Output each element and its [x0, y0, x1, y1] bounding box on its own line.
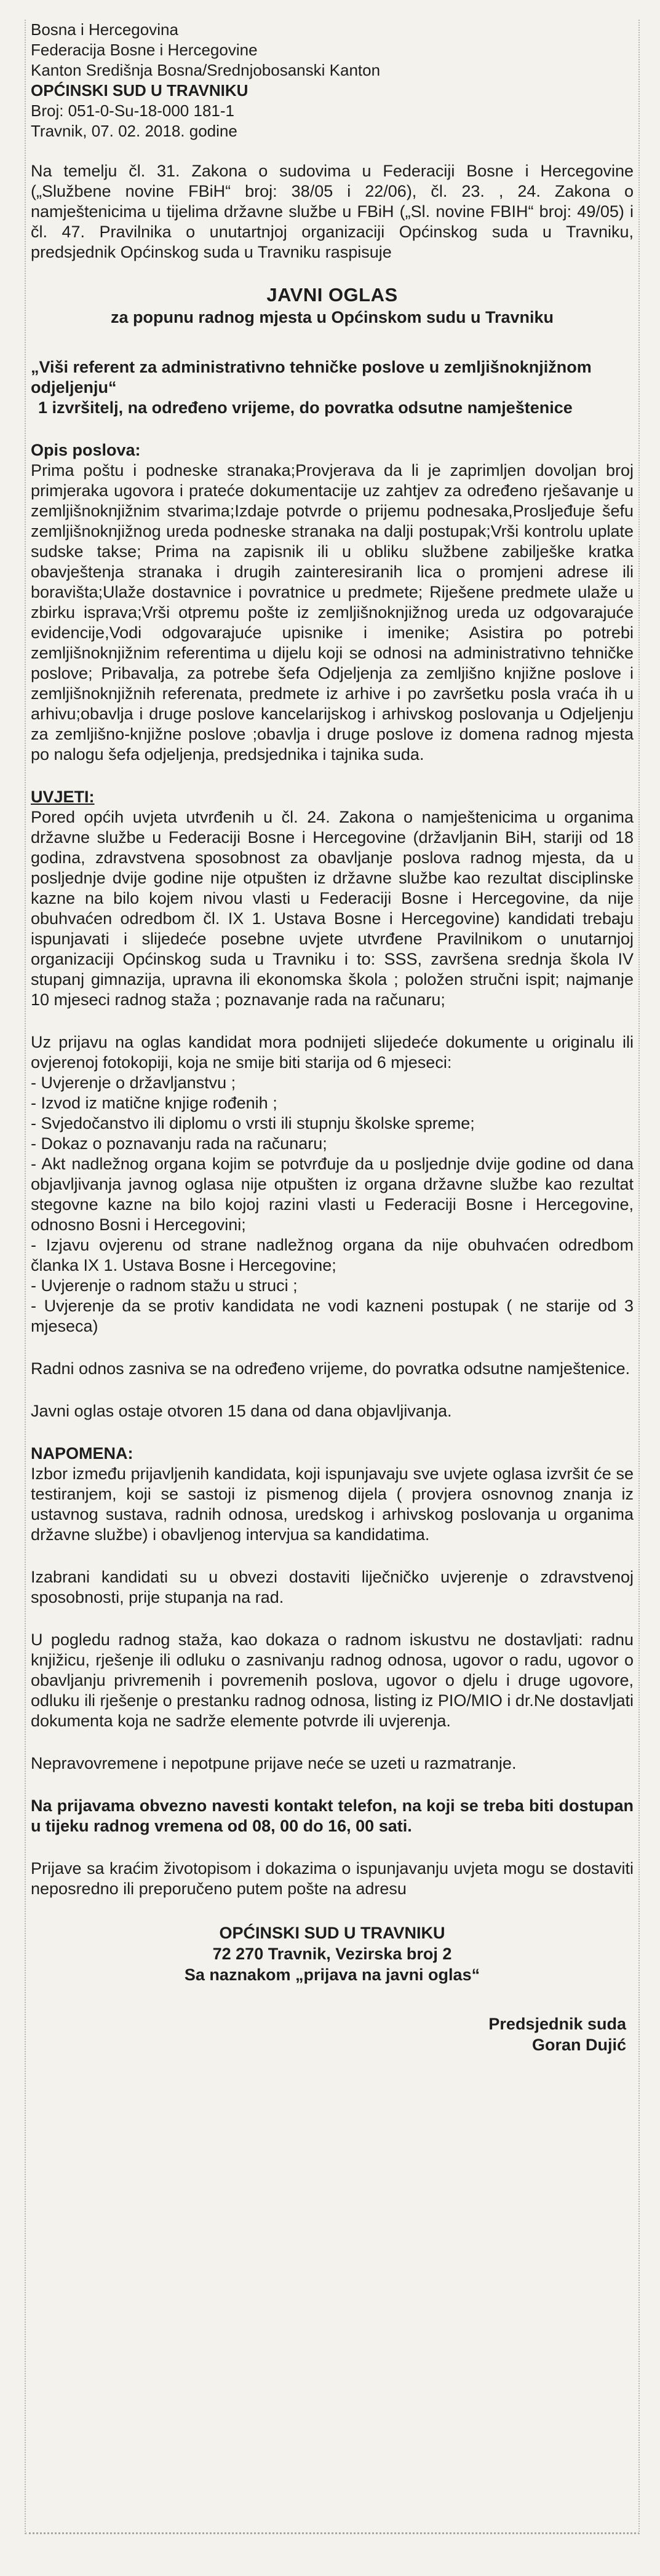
job-duties-heading: Opis poslova:	[31, 441, 141, 459]
document-item: - Uvjerenje o državljanstvu ;	[31, 1073, 236, 1092]
public-notice	[25, 20, 640, 2534]
address-court: OPĆINSKI SUD U TRAVNIKU	[219, 1924, 445, 1942]
requirements-text: Pored općih uvjeta utvrđenih u čl. 24. Zakona o namještenicima u organima državne službe u Federaciji Bosne i Hercegovine (državljanin BiH, stariji od 18 godina, zdravstvena sposobnost za obavljanje poslova radnog mjesta, da u posljednje dvije godine nije otpušten iz državne službe kao rezultat disciplinske kazne na bilo kojem nivou vlasti u Federaciji Bosne i Hercegovine, da nije obuhvaćen odredbom čl. IX 1. Ustava Bosne i Hercegovine) kandidati trebaju ispunjavati i slijedeće posebne uvjete utvrđene Pravilnikom o unutarnjoj organizaciji Općinskog suda u Travniku i to: SSS, završena srednja škola IV stupanj gimnazija, upravna ili ekonomska škola ; položen stručni ispit; najmanje 10 mjeseci radnog staža ; poznavanje rada na računaru;	[31, 808, 634, 1009]
work-experience-note: U pogledu radnog staža, kao dokaza o radnom iskustvu ne dostavljati: radnu knjižicu, rješenje ili odluku o zasnivanju radnog odnosa, ugovor o radu, ugovor o obavljanju privremenih i povremenih poslova, ugovor o djelu i druge ugovore, odluku ili rješenje o prestanku radnog odnosa, listing iz PIO/MIO i dr.Ne dostavljati dokumenta koja ne sadrže elemente potvrde ili uvjerenja.	[31, 1630, 634, 1730]
submission-note: Prijave sa kraćim životopisom i dokazima o ispunjavanju uvjeta mogu se dostaviti neposredno ili preporučeno putem pošte na adresu	[31, 1859, 634, 1898]
header-country: Bosna i Hercegovina	[31, 20, 178, 39]
requirements-heading: UVJETI:	[31, 788, 95, 806]
position-name: „Viši referent za administrativno tehničke poslove u zemljišnoknjižnom odjeljenju“	[31, 358, 592, 397]
signature-name: Goran Dujić	[531, 2036, 626, 2054]
document-item: - Uvjerenje o radnom stažu u struci ;	[31, 1276, 298, 1295]
job-duties-text: Prima poštu i podneske stranaka;Provjerava da li je zaprimljen dovoljan broj primjeraka ugovora i prateće dokumentacije uz zahtjev za određeno rješavanje u zemljišnoknjižnim stvarima;Izdaje potvrde o prijemu podnesaka,Prosljeđuje šefu zemljišnoknjižnog ureda podneske stranaka na dalji postupak;Vrši kontrolu uplate sudske takse; Prima na zapisnik ili u obliku službene zabilješke kratka obavještenja stranaka i drugih zainteresiranih lica o promjeni adrese ili boravišta;Ulaže dostavnice i povratnice u predmete; Riješene predmete ulaže u zbirku isprava;Vrši otpremu pošte iz zemljišnoknjižnog ureda uz odgovarajuće evidencije,Vodi odgovarajuće upisnike i imenike; Asistira po potrebi zemljišnoknjižnim referentima u dijelu koji se odnosi na administrativno tehničke poslove; Pribavalja, za potrebe šefa Odjeljenja za zemljišno knjižne poslove i zemljišnoknjižnih referenata, predmete iz arhive i po završetku posla vraća ih u arhivu;obavlja i druge poslove kancelarijskog i arhivskog poslovanja u Odjeljenju za zemljišno-knjižne poslove ;obavlja i druge poslove iz domena radnog mjesta po nalogu šefa odjeljenja, predsjednika i tajnika suda.	[31, 461, 634, 764]
document-item: - Izjavu ovjerenu od strane nadležnog organa da nije obuhvaćen odredbom članka IX 1. Ustava Bosne i Hercegovine;	[31, 1236, 634, 1274]
document-item: - Uvjerenje da se protiv kandidata ne vodi kazneni postupak ( ne starije od 3 mjeseca)	[31, 1297, 634, 1335]
incomplete-applications-note: Nepravovremene i nepotpune prijave neće se uzeti u razmatranje.	[31, 1754, 517, 1772]
remark-text: Izbor između prijavljenih kandidata, koji ispunjavaju sve uvjete oglasa izvršit će se testiranjem, koji se sastoji iz pismenog dijela ( provjera osnovnog znanja iz ustavnog sustava, radnih odnosa, uredskog i arhivskog poslovanja u organima državne službe) i obavljenog intervjua sa kandidatima.	[31, 1464, 634, 1544]
remark-section	[31, 1444, 634, 1545]
header-federation: Federacija Bosne i Hercegovine	[31, 41, 258, 59]
position-description	[31, 357, 634, 418]
header-date: Travnik, 07. 02. 2018. godine	[31, 122, 237, 140]
document-item: - Dokaz o poznavanju rada na računaru;	[31, 1134, 327, 1153]
submission-address	[31, 1922, 634, 1985]
header-reference-number: Broj: 051-0-Su-18-000 181-1	[31, 101, 234, 120]
contact-phone-note: Na prijavama obvezno navesti kontakt telefon, na koji se treba biti dostupan u tijeku radnog vremena od 08, 00 do 16, 00 sati.	[31, 1796, 634, 1835]
document-item: - Akt nadležnog organa kojim se potvrđuje da u posljednje dvije godine od dana objavljivanja javnog oglasa nije otpušten iz organa državne službe kao rezultat stegovne kazne na bilo kojoj razini vlasti u Federaciji Bosne i Hercegovine, odnosno Bosni i Hercegovini;	[31, 1155, 634, 1234]
signature-title: Predsjednik suda	[488, 2015, 626, 2033]
job-duties-section	[31, 440, 634, 765]
signature-block	[31, 2013, 634, 2055]
address-label: Sa naznakom „prijava na javni oglas“	[184, 1966, 480, 1984]
position-terms: 1 izvršitelj, na određeno vrijeme, do povratka odsutne namještenice	[38, 398, 573, 417]
document-item: - Izvod iz matične knjige rođenih ;	[31, 1094, 277, 1112]
legal-basis-paragraph: Na temelju čl. 31. Zakona o sudovima u Federaciji Bosne i Hercegovine („Službene novine FBiH“ broj: 38/05 i 22/06), čl. 23. , 24. Zakona o namještenicima u tijelima državne službe u FBiH („Sl. novine FBIH“ broj: 49/05) i čl. 47. Pravilnika o unutartnjoj organizaciji Općinskog suda u Travniku, predsjednik Općinskog suda u Travniku raspisuje	[31, 162, 634, 261]
address-street: 72 270 Travnik, Vezirska broj 2	[212, 1945, 452, 1963]
notice-duration-note: Javni oglas ostaje otvoren 15 dana od dana objavljivanja.	[31, 1402, 452, 1420]
notice-title: JAVNI OGLAS	[266, 284, 398, 306]
medical-certificate-note: Izabrani kandidati su u obvezi dostaviti liječničko uvjerenje o zdravstvenoj sposobnosti, prije stupanja na rad.	[31, 1568, 634, 1606]
notice-subtitle: za popunu radnog mjesta u Općinskom sudu u Travniku	[110, 308, 554, 326]
issuer-header	[31, 20, 634, 141]
requirements-section	[31, 787, 634, 1010]
document-item: - Svjedočanstvo ili diplomu o vrsti ili stupnju školske spreme;	[31, 1114, 475, 1132]
remark-heading: NAPOMENA:	[31, 1444, 133, 1463]
header-canton: Kanton Središnja Bosna/Srednjobosanski Kanton	[31, 61, 381, 79]
documents-section	[31, 1032, 634, 1337]
documents-intro: Uz prijavu na oglas kandidat mora podnijeti slijedeće dokumente u originalu ili ovjerenoj fotokopiji, koja ne smije biti starija od 6 mjeseci:	[31, 1033, 634, 1072]
employment-type-note: Radni odnos zasniva se na određeno vrijeme, do povratka odsutne namještenice.	[31, 1359, 630, 1378]
header-court: OPĆINSKI SUD U TRAVNIKU	[31, 81, 248, 100]
